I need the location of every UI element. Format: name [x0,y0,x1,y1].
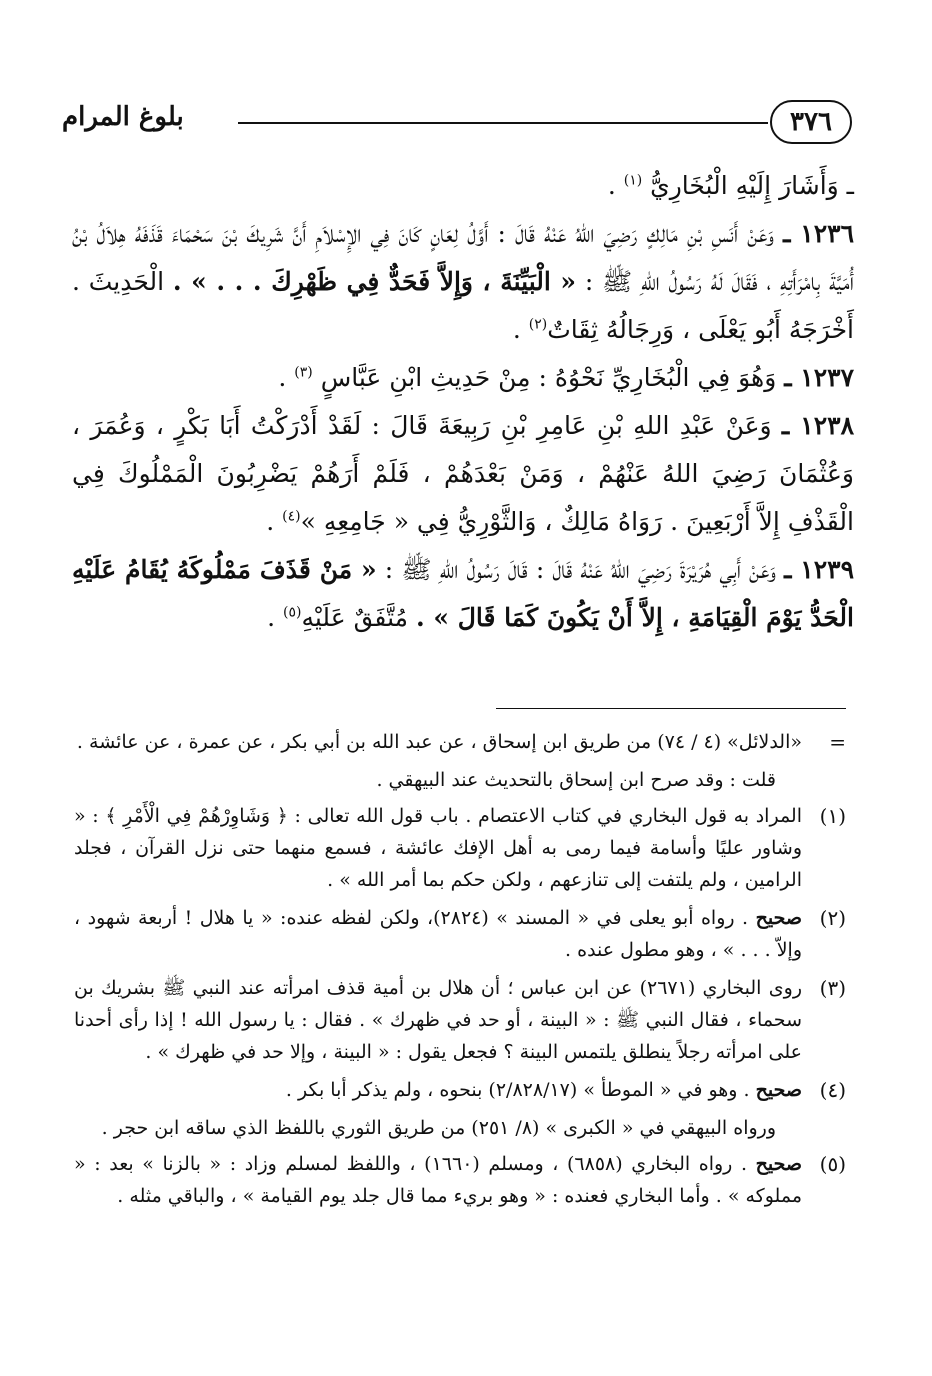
footnote-3 [74,972,846,1068]
footnote-ref[interactable]: (٣) [294,364,313,381]
header-rule [238,122,768,124]
prophetic-quote: « مَنْ قَذَفَ مَمْلُوكَهُ يُقَامُ عَلَيْهِ الْحَدُّ يَوْمَ الْقِيَامَةِ ، إِلاَّ أَنْ يَكُونَ كَمَا قَالَ » . [72,555,854,632]
footnote-mark: (١) [819,804,846,828]
footnote-subnote: ورواه البيهقي في « الكبرى » (٨/ ٢٥١) من طريق الثوري باللفظ الذي ساقه ابن حجر . [101,1117,776,1139]
footnote-mark: (٢) [819,906,846,930]
footnote-body-text: . رواه البخاري (٦٨٥٨) ، ومسلم (١٦٦٠) ، واللفظ لمسلم وزاد : « بالزنا » بعد : « مملوكه » . وأما البخاري فعنده : « وهو بريء مما قال جلد يوم القيامة » ، والباقي مثله . [74,1153,802,1207]
footnote-text [74,902,802,966]
footnote-mark: (٤) [819,1078,846,1102]
hadith-text: وَعَنْ عَبْدِ اللهِ بْنِ عَامِرِ بْنِ رَبِيعَةَ قَالَ : لَقَدْ أَدْرَكْتُ أَبَا بَكْرٍ ، وَعُمَرَ ، وَعُثْمَانَ رَضِيَ اللهُ عَنْهُمْ ، وَمَنْ بَعْدَهُمْ ، فَلَمْ أَرَهُمْ يَضْرِبُونَ الْمَمْلُوكَ فِي الْقَذْفِ إِلاَّ أَرْبَعِينَ . رَوَاهُ مَالِكٌ ، وَالثَّوْرِيُّ فِي « جَامِعِهِ » [72,411,854,536]
footnote-text: «الدلائل» (٤ / ٧٤) من طريق ابن إسحاق ، عن عبد الله بن أبي بكر ، عن عمرة ، عن عائشة . [76,731,802,753]
hadith-source: الْحَدِيثَ . أَخْرَجَهُ أَبُو يَعْلَى ، وَرِجَالُهُ ثِقَاتٌ [72,267,854,344]
footnote-continuation [74,726,846,758]
intro-text: ـ وَأَشَارَ إِلَيْهِ الْبُخَارِيُّ [650,171,854,200]
footnote-text: روى البخاري (٢٦٧١) عن ابن عباس ؛ أن هلال بن أمية قذف امرأته عند النبي ﷺ بشريك بن سحماء ، فقال النبي ﷺ : « البينة ، أو حد في ظهرك » . فقال : يا رسول الله ! إذا رأى أحدنا على امرأته رجلاً ينطلق يلتمس البينة ؟ فجعل يقول : « البينة ، وإلا حد في ظهرك » . [74,977,802,1063]
footnote-ref[interactable]: (١) [623,172,643,189]
hadith-number: ١٢٣٨ ـ [781,411,854,440]
footnote-4 [74,1074,846,1106]
footnote-2 [74,902,846,966]
hadith-text: وَعَنْ أَبِي هُرَيْرَةَ رَضِيَ اللهُ عَنْهُ قَالَ : قَالَ رَسُولُ اللهِ ﷺ : [384,555,776,584]
footnote-ref[interactable]: (٢) [528,316,548,333]
hadith-1236: ١٢٣٦ ـ وَعَنْ أَنَسِ بْنِ مَالِكٍ رَضِيَ اللهُ عَنْهُ قَالَ : أَوَّلُ لِعَانٍ كَانَ فِي الإِسْلاَمِ أَنَّ شَرِيكَ بْنَ سَحْمَاءَ قَذَفَهُ هِلاَلُ بْنُ أُمَيَّةَ بِامْرَأَتِهِ ، فَقَالَ لَهُ رَسُولُ اللهِ ﷺ : « الْبَيِّنَةَ ، وَإِلاَّ فَحَدٌّ فِي ظَهْرِكَ . . . » . الْحَدِيثَ . أَخْرَجَهُ أَبُو يَعْلَى ، وَرِجَالُهُ ثِقَاتٌ$^{(٢)}$ . [72,219,855,344]
footnote-text: المراد به قول البخاري في كتاب الاعتصام . باب قول الله تعالى : ﴿ وَشَاوِرْهُمْ فِي الْأَمْرِ ﴾ : « وشاور عليًا وأسامة فيما رمى به أهل الإفك عائشة ، فسمع منهما حتى نزل القرآن ، فجلد الرامين ، ولم يلتفت إلى تنازعهم ، ولكن حكم بما أمر الله » . [74,805,802,891]
footnote-mark: = [829,730,846,754]
footnote-ref[interactable]: (٤) [282,508,301,525]
grade-label: صحيح [755,1079,802,1101]
hadith-text: وَهُوَ فِي الْبُخَارِيِّ نَحْوُهُ : مِنْ حَدِيثِ ابْنِ عَبَّاسٍ [320,363,777,392]
footnote-text [74,1074,802,1106]
footnote-subnote: قلت : وقد صرح ابن إسحاق بالتحديث عند البيهقي . [376,769,776,791]
grade-label: صحيح [755,1153,802,1175]
hadith-1238: ١٢٣٨ ـ وَعَنْ عَبْدِ اللهِ بْنِ عَامِرِ بْنِ رَبِيعَةَ قَالَ : لَقَدْ أَدْرَكْتُ أَبَا بَكْرٍ ، وَعُمَرَ ، وَعُثْمَانَ رَضِيَ اللهُ عَنْهُمْ ، وَمَنْ بَعْدَهُمْ ، فَلَمْ أَرَهُمْ يَضْرِبُونَ الْمَمْلُوكَ فِي الْقَذْفِ إِلاَّ أَرْبَعِينَ . رَوَاهُ مَالِكٌ ، وَالثَّوْرِيُّ فِي « جَامِعِهِ »$^{(٤)}$ . [72,411,854,536]
footnote-ref[interactable]: (٥) [283,604,302,621]
footnotes [74,726,846,1218]
grade-label: صحيح [755,907,802,929]
footnote-1 [74,800,846,896]
footnote-divider [496,708,846,709]
footnote-text [74,1148,802,1212]
hadith-1237: ١٢٣٧ ـ وَهُوَ فِي الْبُخَارِيِّ نَحْوُهُ : مِنْ حَدِيثِ ابْنِ عَبَّاسٍ $^{(٣)}$ . [278,363,854,392]
footnote-body-text: . رواه أبو يعلى في « المسند » (٢٨٢٤)، ولكن لفظه عنده: « يا هلال ! أربعة شهود ، وإلاّ . . . » ، وهو مطول عنده . [74,907,802,961]
page-number-text: ٣٧٦ [790,107,832,137]
book-title: بلوغ المرام [62,102,184,132]
footnote-mark: (٣) [819,976,846,1000]
page-number [770,100,852,144]
hadith-number: ١٢٣٩ ـ [784,555,854,584]
prophetic-quote: « الْبَيِّنَةَ ، وَإِلاَّ فَحَدٌّ فِي ظَهْرِكَ . . . » . [172,267,576,296]
page-header [62,96,852,152]
hadith-text: وَعَنْ أَنَسِ بْنِ مَالِكٍ رَضِيَ اللهُ عَنْهُ قَالَ : أَوَّلُ لِعَانٍ كَانَ فِي الإِسْلاَمِ أَنَّ شَرِيكَ بْنَ سَحْمَاءَ قَذَفَهُ هِلاَلُ بْنُ أُمَيَّةَ بِامْرَأَتِهِ ، فَقَالَ لَهُ رَسُولُ اللهِ ﷺ : [72,219,854,296]
footnote-body-text: . وهو في « الموطأ » (٢/٨٢٨/١٧) بنحوه ، ولم يذكر أبا بكر . [285,1079,750,1101]
hadith-1239: ١٢٣٩ ـ وَعَنْ أَبِي هُرَيْرَةَ رَضِيَ اللهُ عَنْهُ قَالَ : قَالَ رَسُولُ اللهِ ﷺ : « مَنْ قَذَفَ مَمْلُوكَهُ يُقَامُ عَلَيْهِ الْحَدُّ يَوْمَ الْقِيَامَةِ ، إِلاَّ أَنْ يَكُونَ كَمَا قَالَ » . مُتَّفَقٌ عَلَيْهِ$^{(٥)}$ . [72,555,854,632]
footnote-mark: (٥) [819,1152,846,1176]
hadith-source: مُتَّفَقٌ عَلَيْهِ [301,603,409,632]
hadith-number: ١٢٣٧ ـ [784,363,854,392]
main-text [72,162,854,642]
paragraph-intro: ـ وَأَشَارَ إِلَيْهِ الْبُخَارِيُّ $^{(١)}$ . [607,171,854,200]
footnote-5 [74,1148,846,1212]
hadith-number: ١٢٣٦ ـ [783,219,855,248]
